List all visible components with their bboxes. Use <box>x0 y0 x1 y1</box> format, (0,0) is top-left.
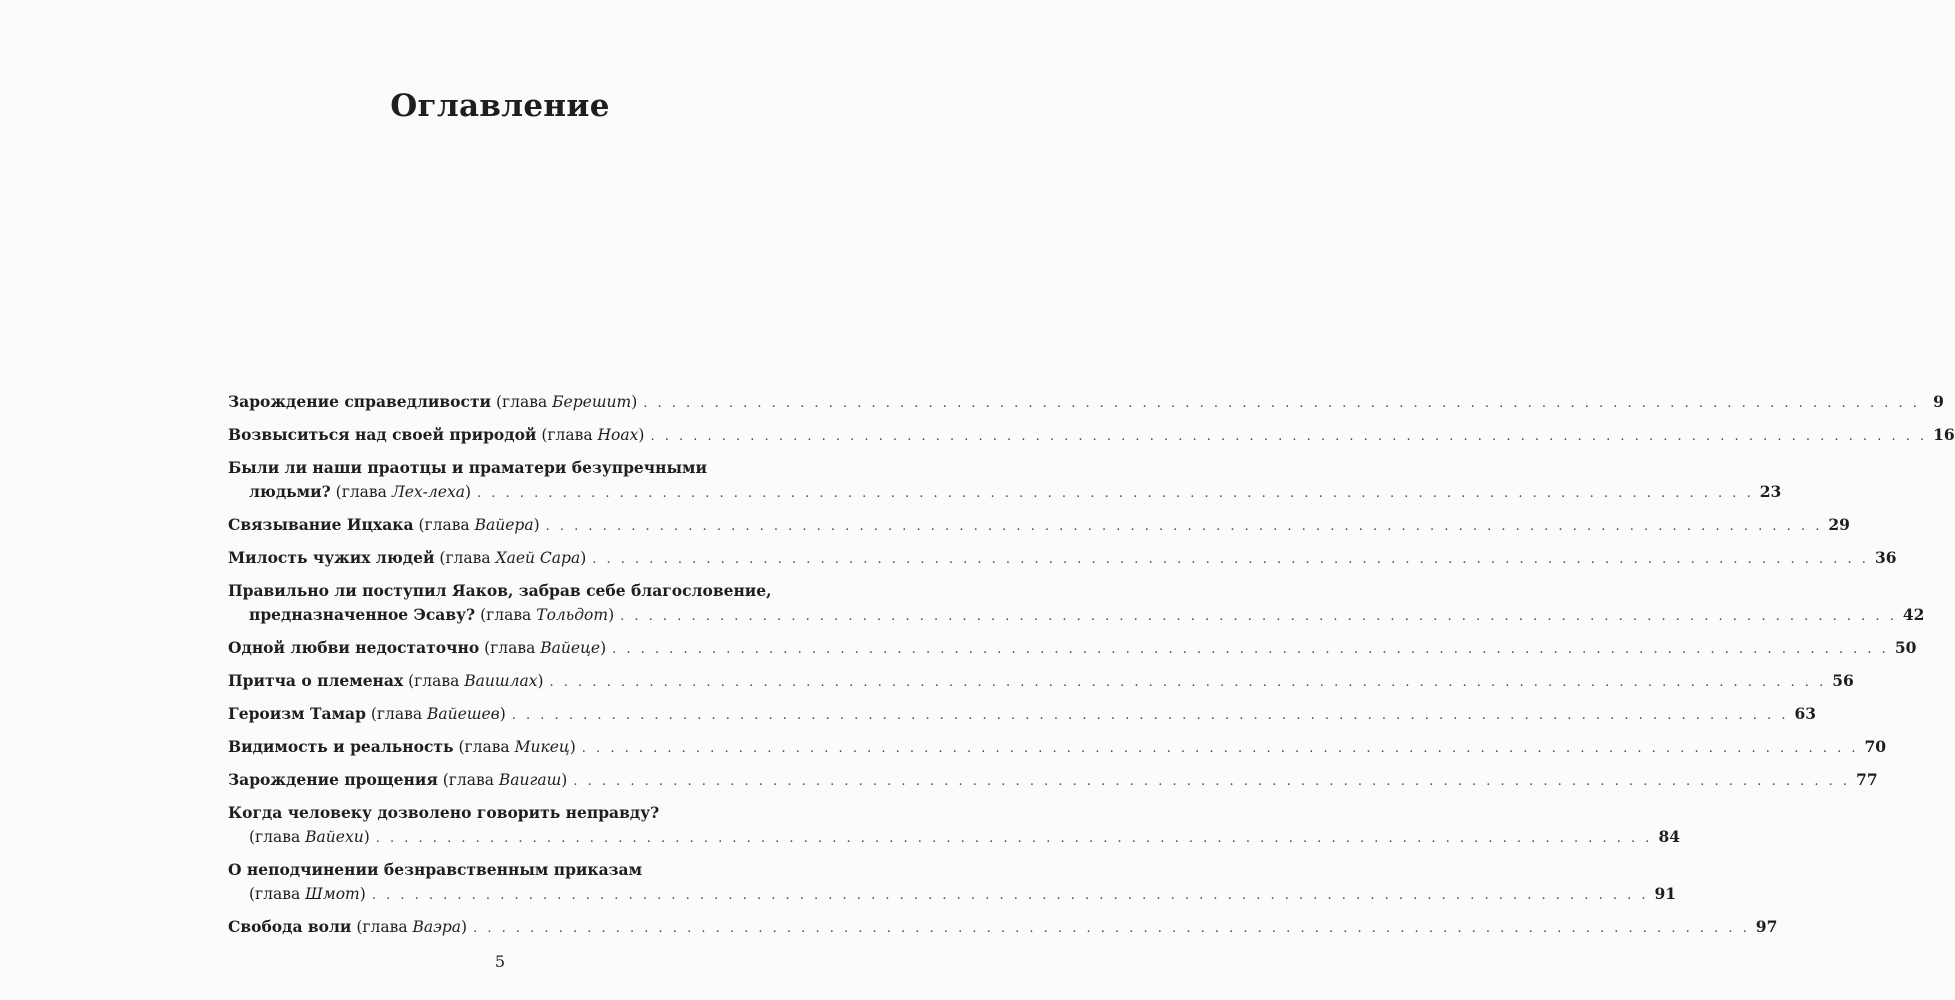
entry-title: Свобода воли <box>228 917 352 936</box>
toc-entry[interactable]: Притча о племенах (глава Ваишлах) . . . 56 <box>228 669 740 695</box>
toc-entry[interactable]: Возвыситься над своей природой (глава Ноах) . . . 16 <box>228 423 740 449</box>
entry-glava: (глава <box>442 771 494 789</box>
entry-title-line1: О неподчинении безнравственным приказам <box>228 860 643 879</box>
toc-entry[interactable]: Когда человеку дозволено говорить неправду? (глава Вайехи) . . . 84 <box>228 801 740 851</box>
entry-glava: (глава <box>541 426 593 444</box>
dot-leader <box>620 605 1897 629</box>
entry-page-number: 91 <box>1654 884 1677 903</box>
dot-leader <box>546 515 1823 539</box>
entry-page-number: 50 <box>1894 638 1917 657</box>
dot-leader <box>573 770 1850 794</box>
entry-title-line1: Когда человеку дозволено говорить неправду? <box>228 803 660 822</box>
entry-parasha: Ваэра <box>412 918 462 936</box>
entry-parasha: Ваигаш <box>498 771 562 789</box>
dot-leader <box>592 548 1869 572</box>
entry-title: предназначенное Эсаву? <box>249 605 476 624</box>
entry-title: Зарождение прощения <box>228 770 438 789</box>
entry-parasha: Хаей Сара <box>495 549 581 567</box>
entry-title: людьми? <box>249 482 331 501</box>
toc-entry[interactable]: Правильно ли поступил Яаков, забрав себе благословение, предназначенное Эсаву? (глава Тольдот) . . . 42 <box>228 579 740 629</box>
entry-title-line1: Были ли наши праотцы и праматери безупречными <box>228 458 707 477</box>
dot-leader <box>512 704 1789 728</box>
entry-page-number: 23 <box>1759 482 1782 501</box>
entry-glava: (глава <box>356 918 408 936</box>
entry-glava: (глава <box>480 606 532 624</box>
entry-page-number: 36 <box>1874 548 1897 567</box>
entry-parasha: Вайешев <box>427 705 500 723</box>
table-of-contents <box>228 390 1955 941</box>
entry-glava: (глава <box>458 738 510 756</box>
entry-title: Возвыситься над своей природой <box>228 425 537 444</box>
entry-page-number: 77 <box>1856 770 1878 789</box>
toc-entry[interactable]: Милость чужих людей (глава Хаей Сара) . . . 36 <box>228 546 740 572</box>
dot-leader <box>477 482 1754 506</box>
entry-title: Зарождение справедливости <box>228 392 492 411</box>
entry-page-number: 9 <box>1933 392 1944 411</box>
entry-title-line1: Правильно ли поступил Яаков, забрав себе благословение, <box>228 581 772 600</box>
toc-entry[interactable]: Зарождение прощения (глава Ваигаш) . . . 77 <box>228 768 740 794</box>
entry-parasha: Вайехи <box>305 828 364 846</box>
entry-glava: (глава <box>495 393 548 411</box>
toc-entry[interactable]: О неподчинении безнравственным приказам (глава Шмот) . . . 91 <box>228 858 740 908</box>
toc-entry[interactable]: Одной любви недостаточно (глава Вайеце) . . . 50 <box>228 636 740 662</box>
dot-leader <box>550 671 1827 695</box>
dot-leader <box>372 884 1649 908</box>
toc-entry[interactable]: Героизм Тамар (глава Вайешев) . . . 63 <box>228 702 740 728</box>
entry-title: Связывание Ицхака <box>228 515 414 534</box>
entry-parasha: Тольдот <box>536 606 609 624</box>
toc-entry[interactable]: Свобода воли (глава Ваэра) . . . 97 <box>228 915 740 941</box>
page-number: 5 <box>494 952 506 971</box>
entry-parasha: Вайера <box>474 516 534 534</box>
entry-title: Одной любви недостаточно <box>228 638 480 657</box>
dot-leader <box>612 638 1889 662</box>
dot-leader <box>643 392 1920 416</box>
toc-entry[interactable]: Видимость и реальность (глава Микец) . . . 70 <box>228 735 740 761</box>
entry-title: Притча о племенах <box>228 671 404 690</box>
entry-glava: (глава <box>418 516 470 534</box>
entry-glava: (глава <box>408 672 460 690</box>
toc-entry[interactable]: Зарождение справедливости (глава Берешит) . . . 9 <box>228 390 740 416</box>
entry-page-number: 70 <box>1864 737 1887 756</box>
entry-glava: (глава <box>370 705 423 723</box>
entry-parasha: Шмот <box>305 885 360 903</box>
entry-page-number: 63 <box>1794 704 1817 723</box>
entry-glava: (глава <box>249 828 301 846</box>
dot-leader <box>376 827 1653 851</box>
entry-glava: (глава <box>249 885 301 903</box>
entry-glava: (глава <box>335 483 387 501</box>
page-title: Оглавление <box>390 88 610 124</box>
entry-title: Героизм Тамар <box>228 704 366 723</box>
entry-parasha: Микец <box>514 738 570 756</box>
entry-parasha: Ноах <box>597 426 639 444</box>
entry-parasha: Ваишлах <box>464 672 538 690</box>
entry-page-number: 56 <box>1832 671 1854 690</box>
entry-glava: (глава <box>484 639 536 657</box>
entry-page-number: 84 <box>1658 827 1681 846</box>
entry-page-number: 29 <box>1828 515 1850 534</box>
entry-parasha: Лех-леха <box>391 483 465 501</box>
dot-leader <box>473 917 1750 941</box>
entry-title: Милость чужих людей <box>228 548 435 567</box>
entry-page-number: 42 <box>1902 605 1925 624</box>
toc-entry[interactable]: Связывание Ицхака (глава Вайера) . . . 29 <box>228 513 740 539</box>
entry-parasha: Берешит <box>552 393 632 411</box>
entry-page-number: 97 <box>1755 917 1778 936</box>
entry-title: Видимость и реальность <box>228 737 454 756</box>
dot-leader <box>650 425 1927 449</box>
toc-entry[interactable]: Были ли наши праотцы и праматери безупречными людьми? (глава Лех-леха) . . . 23 <box>228 456 740 506</box>
entry-page-number: 16 <box>1933 425 1955 444</box>
entry-parasha: Вайеце <box>540 639 601 657</box>
dot-leader <box>582 737 1859 761</box>
entry-glava: (глава <box>439 549 491 567</box>
